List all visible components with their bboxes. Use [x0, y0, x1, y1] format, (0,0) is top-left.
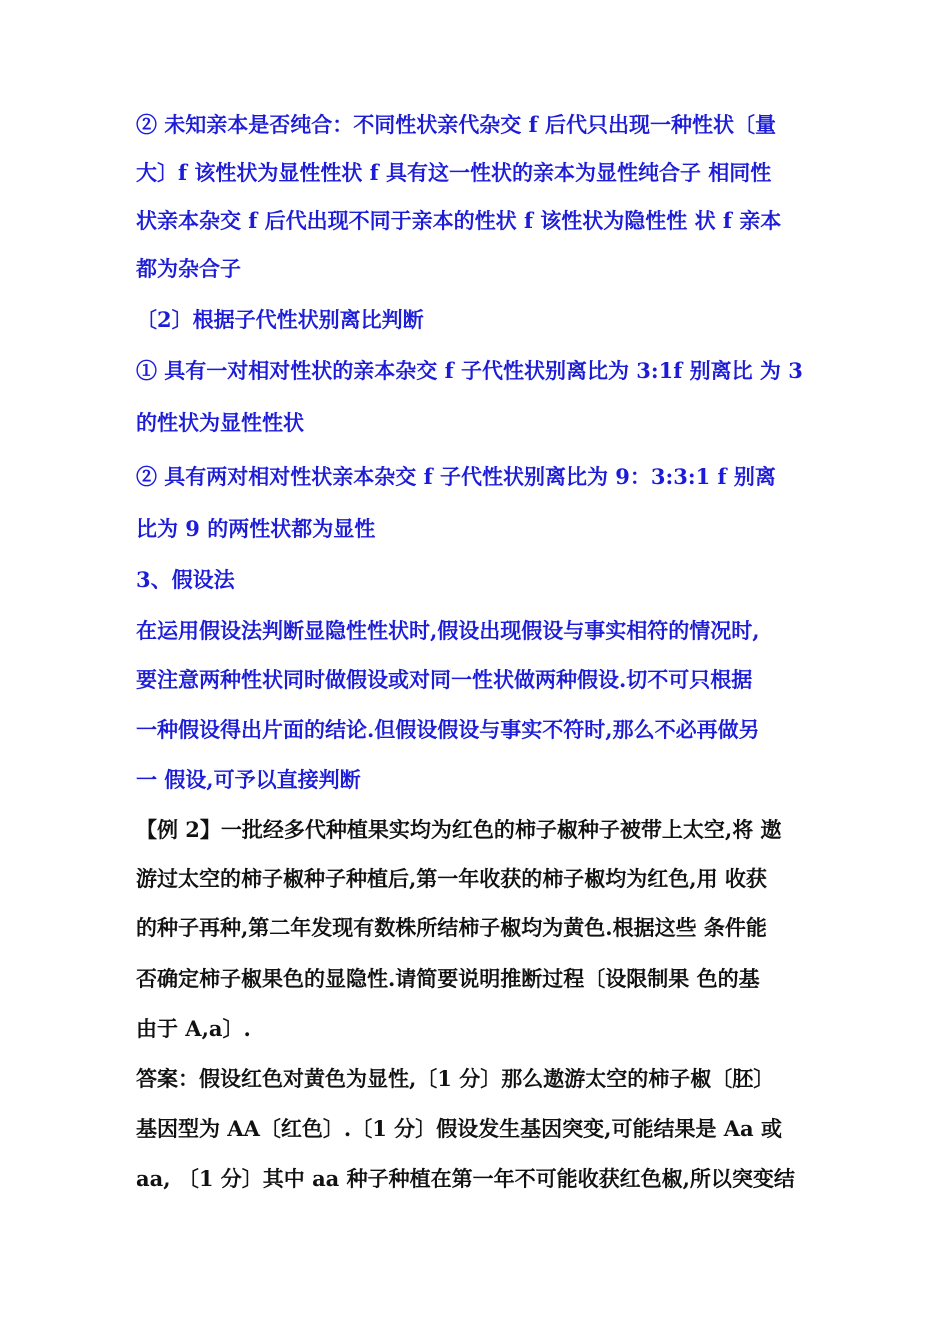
text-line: ② 具有两对相对性状亲本杂交 f 子代性状别离比为 9：3:3:1 f 别离	[136, 464, 776, 489]
text-line: 在运用假设法判断显隐性性状时,假设出现假设与事实相符的情况时,	[136, 618, 760, 643]
text-line: 一种假设得出片面的结论.但假设假设与事实不符时,那么不必再做另	[136, 717, 760, 742]
answer-text: 基因型为 AA〔红色〕.〔1 分〕假设发生基因突变,可能结果是 Aa 或	[136, 1116, 782, 1141]
example-text: 【例 2】一批经多代种植果实均为红色的柿子椒种子被带上太空,将 遨	[136, 817, 782, 842]
example-text: 的种子再种,第二年发现有数株所结柿子椒均为黄色.根据这些 条件能	[136, 915, 767, 940]
answer-text: 答案：假设红色对黄色为显性,〔1 分〕那么遨游太空的柿子椒〔胚〕	[136, 1066, 775, 1091]
section-heading: 3、假设法	[136, 567, 235, 592]
text-line: 都为杂合子	[136, 256, 241, 281]
text-line: 比为 9 的两性状都为显性	[136, 516, 376, 541]
example-text: 否确定柿子椒果色的显隐性.请简要说明推断过程〔设限制果 色的基	[136, 966, 760, 991]
text-line: 一 假设,可予以直接判断	[136, 767, 361, 792]
example-text: 游过太空的柿子椒种子种植后,第一年收获的柿子椒均为红色,用 收获	[136, 866, 767, 891]
section-heading: 〔2〕根据子代性状别离比判断	[136, 307, 424, 332]
text-line: 大〕f 该性状为显性性状 f 具有这一性状的亲本为显性纯合子 相同性	[136, 160, 772, 185]
answer-text: aa, 〔1 分〕其中 aa 种子种植在第一年不可能收获红色椒,所以突变结	[136, 1166, 795, 1191]
text-line: 的性状为显性性状	[136, 410, 304, 435]
text-line: 状亲本杂交 f 后代出现不同于亲本的性状 f 该性状为隐性性 状 f 亲本	[136, 208, 782, 233]
text-line: ① 具有一对相对性状的亲本杂交 f 子代性状别离比为 3:1f 别离比 为 3	[136, 358, 803, 383]
example-text: 由于 A,a〕.	[136, 1016, 251, 1041]
text-line: 要注意两种性状同时做假设或对同一性状做两种假设.切不可只根据	[136, 667, 753, 692]
text-line: ② 未知亲本是否纯合：不同性状亲代杂交 f 后代只出现一种性状〔量	[136, 112, 776, 137]
